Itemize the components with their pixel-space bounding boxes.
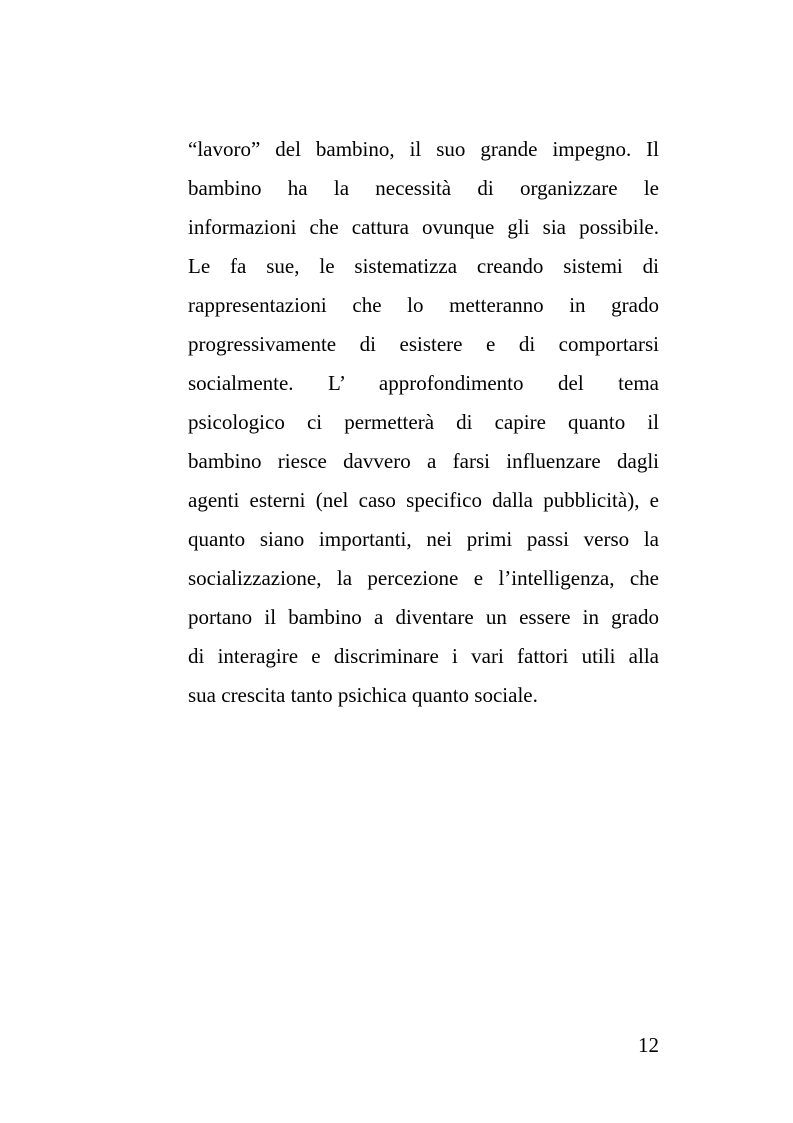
text-line: psicologico ci permetterà di capire quanto il (188, 410, 659, 434)
body-paragraph (188, 130, 659, 715)
text-line: socializzazione, la percezione e l’intelligenza, che (188, 566, 659, 590)
text-line: socialmente. L’ approfondimento del tema (188, 371, 659, 395)
text-line: di interagire e discriminare i vari fattori utili alla (188, 644, 659, 668)
text-line: progressivamente di esistere e di comportarsi (188, 332, 659, 356)
text-line: Le fa sue, le sistematizza creando sistemi di (188, 254, 659, 278)
text-line: bambino ha la necessità di organizzare le (188, 176, 659, 200)
text-line: informazioni che cattura ovunque gli sia possibile. (188, 215, 659, 239)
text-line: rappresentazioni che lo metteranno in grado (188, 293, 659, 317)
text-line: sua crescita tanto psichica quanto sociale. (188, 683, 538, 707)
text-line: portano il bambino a diventare un essere in grado (188, 605, 659, 629)
page-number: 12 (638, 1033, 659, 1057)
text-line: “lavoro” del bambino, il suo grande impegno. Il (188, 137, 659, 161)
text-line: agenti esterni (nel caso specifico dalla pubblicità), e (188, 488, 659, 512)
text-line: bambino riesce davvero a farsi influenzare dagli (188, 449, 659, 473)
text-line: quanto siano importanti, nei primi passi verso la (188, 527, 659, 551)
